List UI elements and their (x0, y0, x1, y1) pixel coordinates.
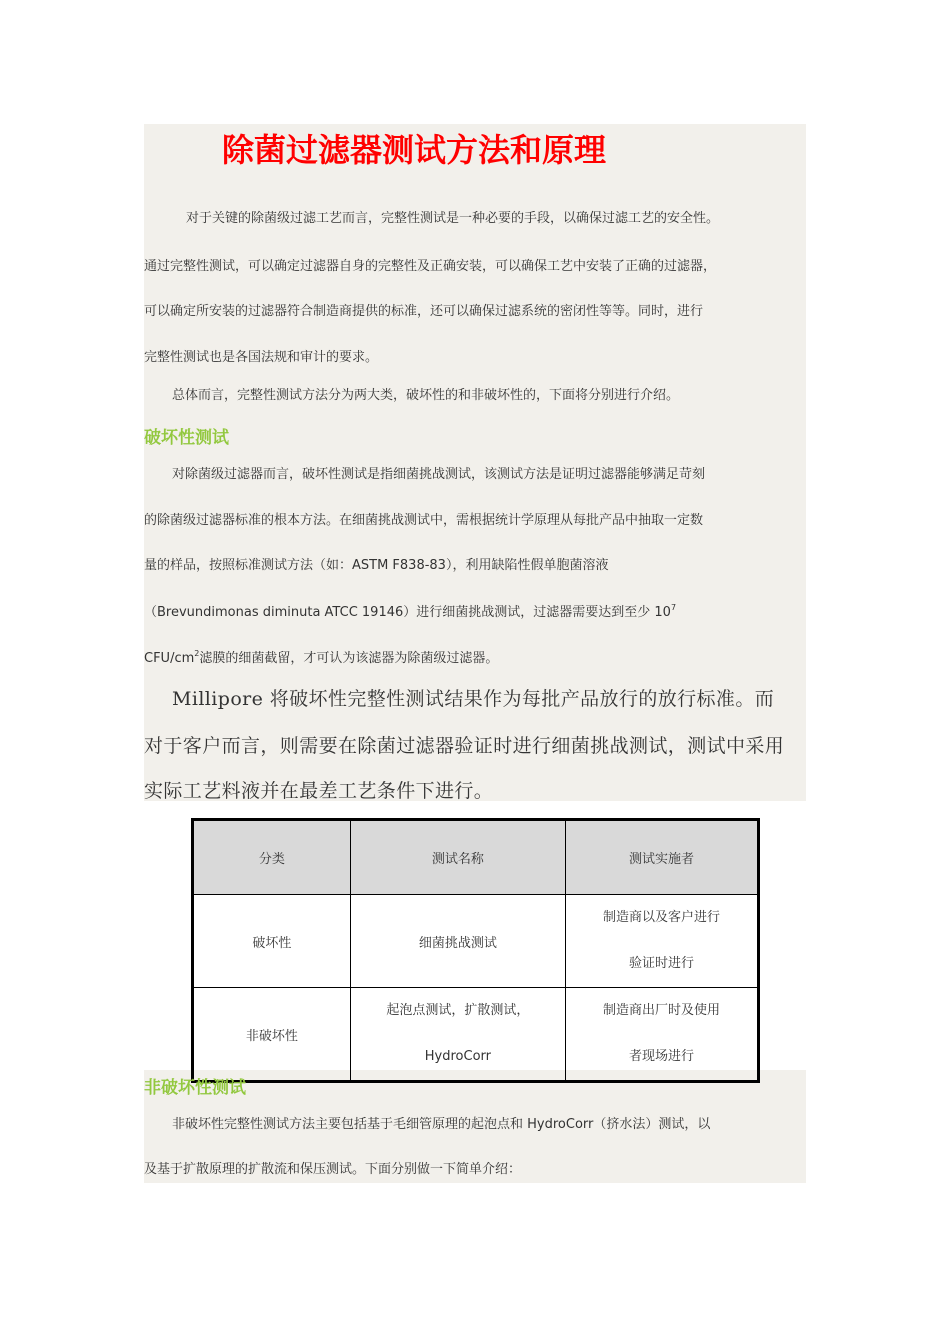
intro-summary: 总体而言，完整性测试方法分为两大类，破坏性的和非破坏性的，下面将分别进行介绍。 (172, 388, 680, 403)
table-header-row (193, 820, 759, 895)
row-category: 破坏性 (193, 895, 351, 988)
performer-line: 制造商以及客户进行 (602, 910, 720, 925)
header-performer: 测试实施者 (565, 820, 758, 895)
table-row (193, 895, 759, 988)
exponent-2: 2 (194, 649, 200, 658)
intro-line-4: 完整性测试也是各国法规和审计的要求。 (144, 350, 379, 365)
destructive-line-4 (144, 603, 676, 623)
performer-line: 验证时进行 (628, 956, 694, 971)
intro-line-1: 对于关键的除菌级过滤工艺而言，完整性测试是一种必要的手段，以确保过滤工艺的安全性。 (186, 211, 720, 226)
row-test-name (350, 988, 565, 1082)
intro-line-3: 可以确定所安装的过滤器符合制造商提供的标准，还可以确保过滤系统的密闭性等等。同时，进行 (144, 304, 704, 319)
row-performer (565, 988, 758, 1082)
page-title: 除菌过滤器测试方法和原理 (222, 131, 607, 169)
table-row (193, 988, 759, 1082)
destructive-line-1: 对除菌级过滤器而言，破坏性测试是指细菌挑战测试，该测试方法是证明过滤器能够满足苛刻 (172, 467, 706, 482)
destructive-line-5-text: 滤膜的细菌截留，才可认为该滤器为除菌级过滤器。 (199, 651, 499, 666)
header-category: 分类 (193, 820, 351, 895)
destructive-heading: 破坏性测试 (144, 428, 229, 448)
performer-line: 者现场进行 (628, 1049, 694, 1064)
intro-line-2: 通过完整性测试，可以确定过滤器自身的完整性及正确安装，可以确保工艺中安装了正确的过滤器， (144, 259, 717, 274)
destructive-line-2: 的除菌级过滤器标准的根本方法。在细菌挑战测试中，需根据统计学原理从每批产品中抽取一定数 (144, 513, 704, 528)
millipore-line-1: Millipore 将破坏性完整性测试结果作为每批产品放行的放行标准。而 (172, 688, 775, 710)
destructive-line-5 (144, 649, 498, 669)
test-methods-table (191, 818, 760, 1083)
performer-line: 制造商出厂时及使用 (602, 1003, 720, 1018)
destructive-line-4-text: （Brevundimonas diminuta ATCC 19146）进行细菌挑战测试，过滤器需要达到至少 10 (144, 605, 671, 620)
millipore-line-3: 实际工艺料液并在最差工艺条件下进行。 (144, 780, 494, 802)
header-test-name: 测试名称 (350, 820, 565, 895)
nondestructive-heading: 非破坏性测试 (144, 1078, 246, 1098)
test-name-line: 细菌挑战测试 (418, 935, 497, 951)
row-category: 非破坏性 (193, 988, 351, 1082)
row-test-name (350, 895, 565, 988)
nondestructive-line-1: 非破坏性完整性测试方法主要包括基于毛细管原理的起泡点和 HydroCorr（挤水法）测试，以 (172, 1117, 711, 1132)
row-performer (565, 895, 758, 988)
test-name-line: 起泡点测试，扩散测试， (386, 1003, 530, 1018)
nondestructive-line-2: 及基于扩散原理的扩散流和保压测试。下面分别做一下简单介绍： (144, 1162, 522, 1177)
unit-cfu: CFU/cm (144, 651, 195, 666)
test-name-line: HydroCorr (424, 1049, 491, 1064)
destructive-line-3: 量的样品，按照标准测试方法（如：ASTM F838-83），利用缺陷性假单胞菌溶液 (144, 558, 609, 573)
millipore-line-2: 对于客户而言，则需要在除菌过滤器验证时进行细菌挑战测试，测试中采用 (144, 735, 785, 757)
exponent-7: 7 (670, 603, 677, 612)
